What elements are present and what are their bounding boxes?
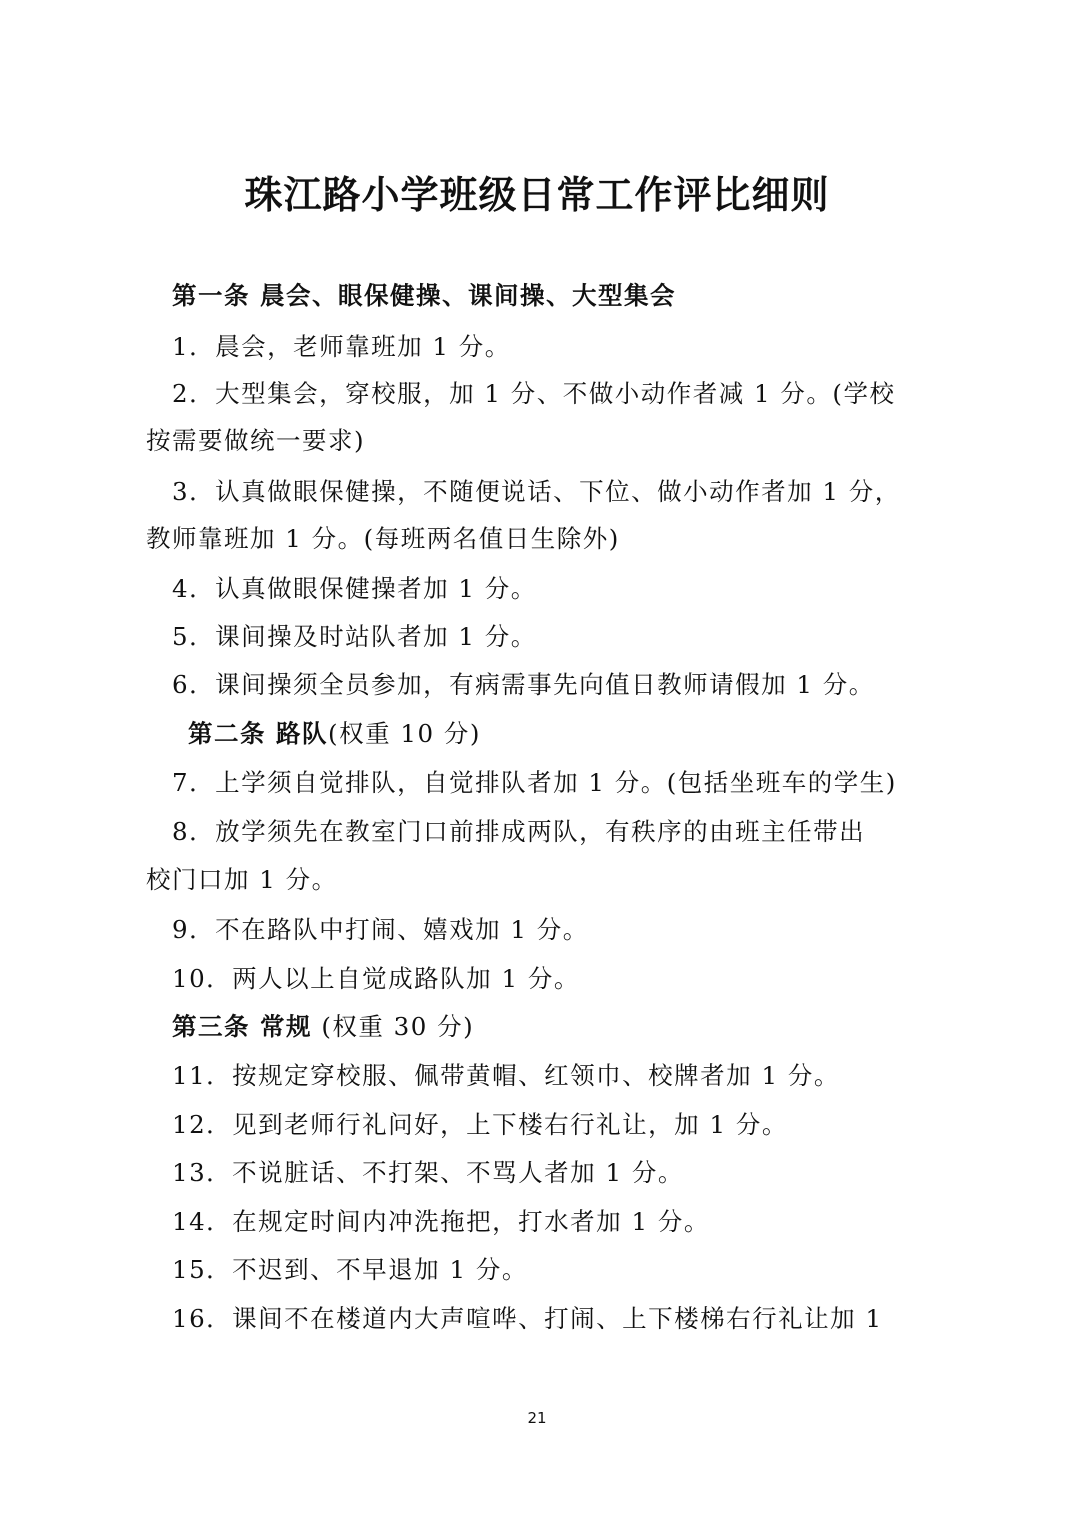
article-3-item: 15．不迟到、不早退加 1 分。	[172, 1255, 528, 1284]
article-2-item: 10．两人以上自觉成路队加 1 分。	[172, 964, 580, 993]
article-2-item: 7．上学须自觉排队，自觉排队者加 1 分。(包括坐班车的学生)	[172, 768, 897, 797]
article-1-item: 1．晨会，老师靠班加 1 分。	[172, 332, 511, 361]
article-2-item-continuation: 校门口加 1 分。	[146, 865, 338, 894]
article-2-item: 8．放学须先在教室门口前排成两队，有秩序的由班主任带出	[172, 817, 866, 846]
article-1-item: 6．课间操须全员参加，有病需事先向值日教师请假加 1 分。	[172, 670, 875, 699]
article-1-item: 3．认真做眼保健操，不随便说话、下位、做小动作者加 1 分，	[172, 477, 901, 506]
article-3-item: 13．不说脏话、不打架、不骂人者加 1 分。	[172, 1158, 684, 1187]
page-number: 21	[527, 1409, 547, 1427]
article-3-item: 12．见到老师行礼问好，上下楼右行礼让，加 1 分。	[172, 1110, 788, 1139]
article-2-heading-line	[188, 717, 988, 751]
article-1-item: 4．认真做眼保健操者加 1 分。	[172, 574, 537, 603]
article-2-item: 9．不在路队中打闹、嬉戏加 1 分。	[172, 915, 589, 944]
article-3-heading-line	[172, 1010, 972, 1044]
article-3-weight: (权重 30 分)	[312, 1012, 475, 1041]
article-3-heading: 第三条 常规	[172, 1012, 313, 1041]
article-1-heading: 第一条 晨会、眼保健操、课间操、大型集会	[172, 281, 677, 310]
article-2-heading: 第二条 路队	[188, 719, 329, 748]
article-1-item: 2．大型集会，穿校服，加 1 分、不做小动作者减 1 分。(学校	[172, 379, 896, 408]
article-3-item: 14．在规定时间内冲洗拖把，打水者加 1 分。	[172, 1207, 710, 1236]
article-1-item: 5．课间操及时站队者加 1 分。	[172, 622, 537, 651]
article-1-item-continuation: 按需要做统一要求)	[146, 426, 366, 455]
article-3-item: 16．课间不在楼道内大声喧哗、打闹、上下楼梯右行礼让加 1	[172, 1304, 883, 1333]
article-2-weight: (权重 10 分)	[328, 719, 481, 748]
article-3-item: 11．按规定穿校服、佩带黄帽、红领巾、校牌者加 1 分。	[172, 1061, 840, 1090]
page-title: 珠江路小学班级日常工作评比细则	[244, 173, 830, 217]
article-1-item-continuation: 教师靠班加 1 分。(每班两名值日生除外)	[146, 524, 620, 553]
